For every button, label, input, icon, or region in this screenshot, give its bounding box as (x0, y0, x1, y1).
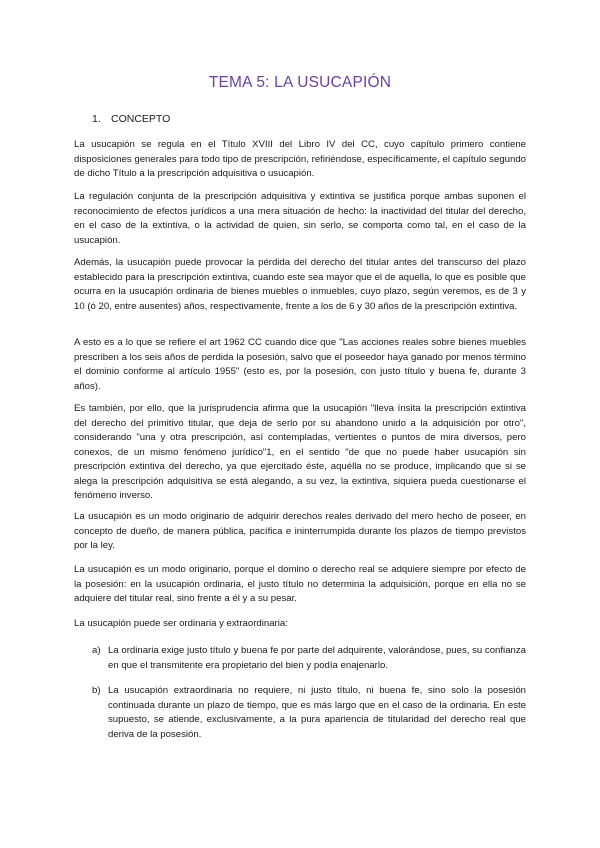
document-title: TEMA 5: LA USUCAPIÓN (208, 74, 392, 91)
paragraph-article-1962: A esto es a lo que se refiere el art 1962 CC cuando dice que "Las acciones reales sobre bienes muebles prescriben a los seis años de perdida la posesión, salvo que el poseedor haya ganado por menos término el dominio conforme al artículo 1955" (esto es, por la posesión, con justo título y buena fe, durante 3 años). (74, 337, 526, 392)
list-marker: b) (92, 685, 101, 696)
list-marker: a) (92, 645, 101, 656)
list-item-extraordinaria (92, 684, 526, 742)
paragraph-original-mode: La usucapión es un modo originario, porque el domino o derecho real se adquiere siempre por efecto de la posesión: en la usucapión ordinaria, el justo título no determina la adquisición, porque en ella no se adquiere del titular real, sino frente a él y a su pesar. (74, 564, 526, 604)
list-item-text: La ordinaria exige justo título y buena fe por parte del adquirente, valorándose, pues, su confianza en que el transmitente era propietario del bien y podía enajenarlo. (108, 645, 526, 671)
paragraph-definition: La usucapión es un modo originario de adquirir derechos reales derivado del mero hecho de poseer, en concepto de dueño, de manera pública, pacífica e ininterrumpida durante los plazos de tiempo previstos por la ley. (74, 511, 526, 551)
paragraph-regulation: La regulación conjunta de la prescripción adquisitiva y extintiva se justifica porque ambas suponen el reconocimiento de efectos jurídicos a una mera situación de hecho: la inactividad del titular del derecho, en el caso de la extintiva, o la actividad de quien, sin serlo, se comporta como tal, en el caso de la usucapión. (74, 191, 526, 246)
section-number: 1. (92, 113, 101, 125)
paragraph-jurisprudence: Es también, por ello, que la jurisprudencia afirma que la usucapión "lleva ínsita la prescripción extintiva del derecho del primitivo titular, que deja de serlo por su abandono unido a la adquisición por otro", considerando "una y otra prescripción, así contempladas, vertientes o puntos de mira diversos, pero conexos, de un mismo fenómeno jurídico"1, en el sentido "de que no puede haber usucapión sin prescripción extintiva del derecho, ya que ejercitado éste, aquélla no se produce, implicando que si se alega la prescripción adquisitiva se está alegando, a su vez, la extintiva, siquiera pueda cuestionarse el fenómeno inverso. (74, 403, 526, 501)
paragraph-loss-of-right: Además, la usucapión puede provocar la pérdida del derecho del titular antes del transcurso del plazo establecido para la prescripción extintiva, cuando este sea mayor que el de aquella, lo que es posible que ocurra en la usucapión ordinaria de bienes muebles o inmuebles, cuyo plazo, según veremos, es de 3 y 10 (ó 20, entre ausentes) años, respectivamente, frente a los de 6 y 30 años de la prescripción extintiva. (74, 257, 526, 312)
list-item-text: La usucapión extraordinaria no requiere, ni justo título, ni buena fe, sino solo la posesión continuada durante un plazo de tiempo, que es más largo que en el caso de la ordinaria. En este supuesto, se atiende, exclusivamente, a la pura apariencia de titularidad del derecho real que deriva de la posesión. (108, 685, 526, 740)
paragraph-types-intro: La usucapión puede ser ordinaria y extraordinaria: (74, 618, 288, 629)
section-title: CONCEPTO (111, 113, 171, 125)
paragraph-intro: La usucapión se regula en el Título XVIII del Libro IV del CC, cuyo capítulo primero contiene disposiciones generales para todo tipo de prescripción, refiriéndose, específicamente, el capítulo segundo de dicho Título a la prescripción adquisitiva o usucapión. (74, 139, 526, 179)
section-heading (92, 113, 170, 125)
list-item-ordinaria (92, 644, 526, 673)
